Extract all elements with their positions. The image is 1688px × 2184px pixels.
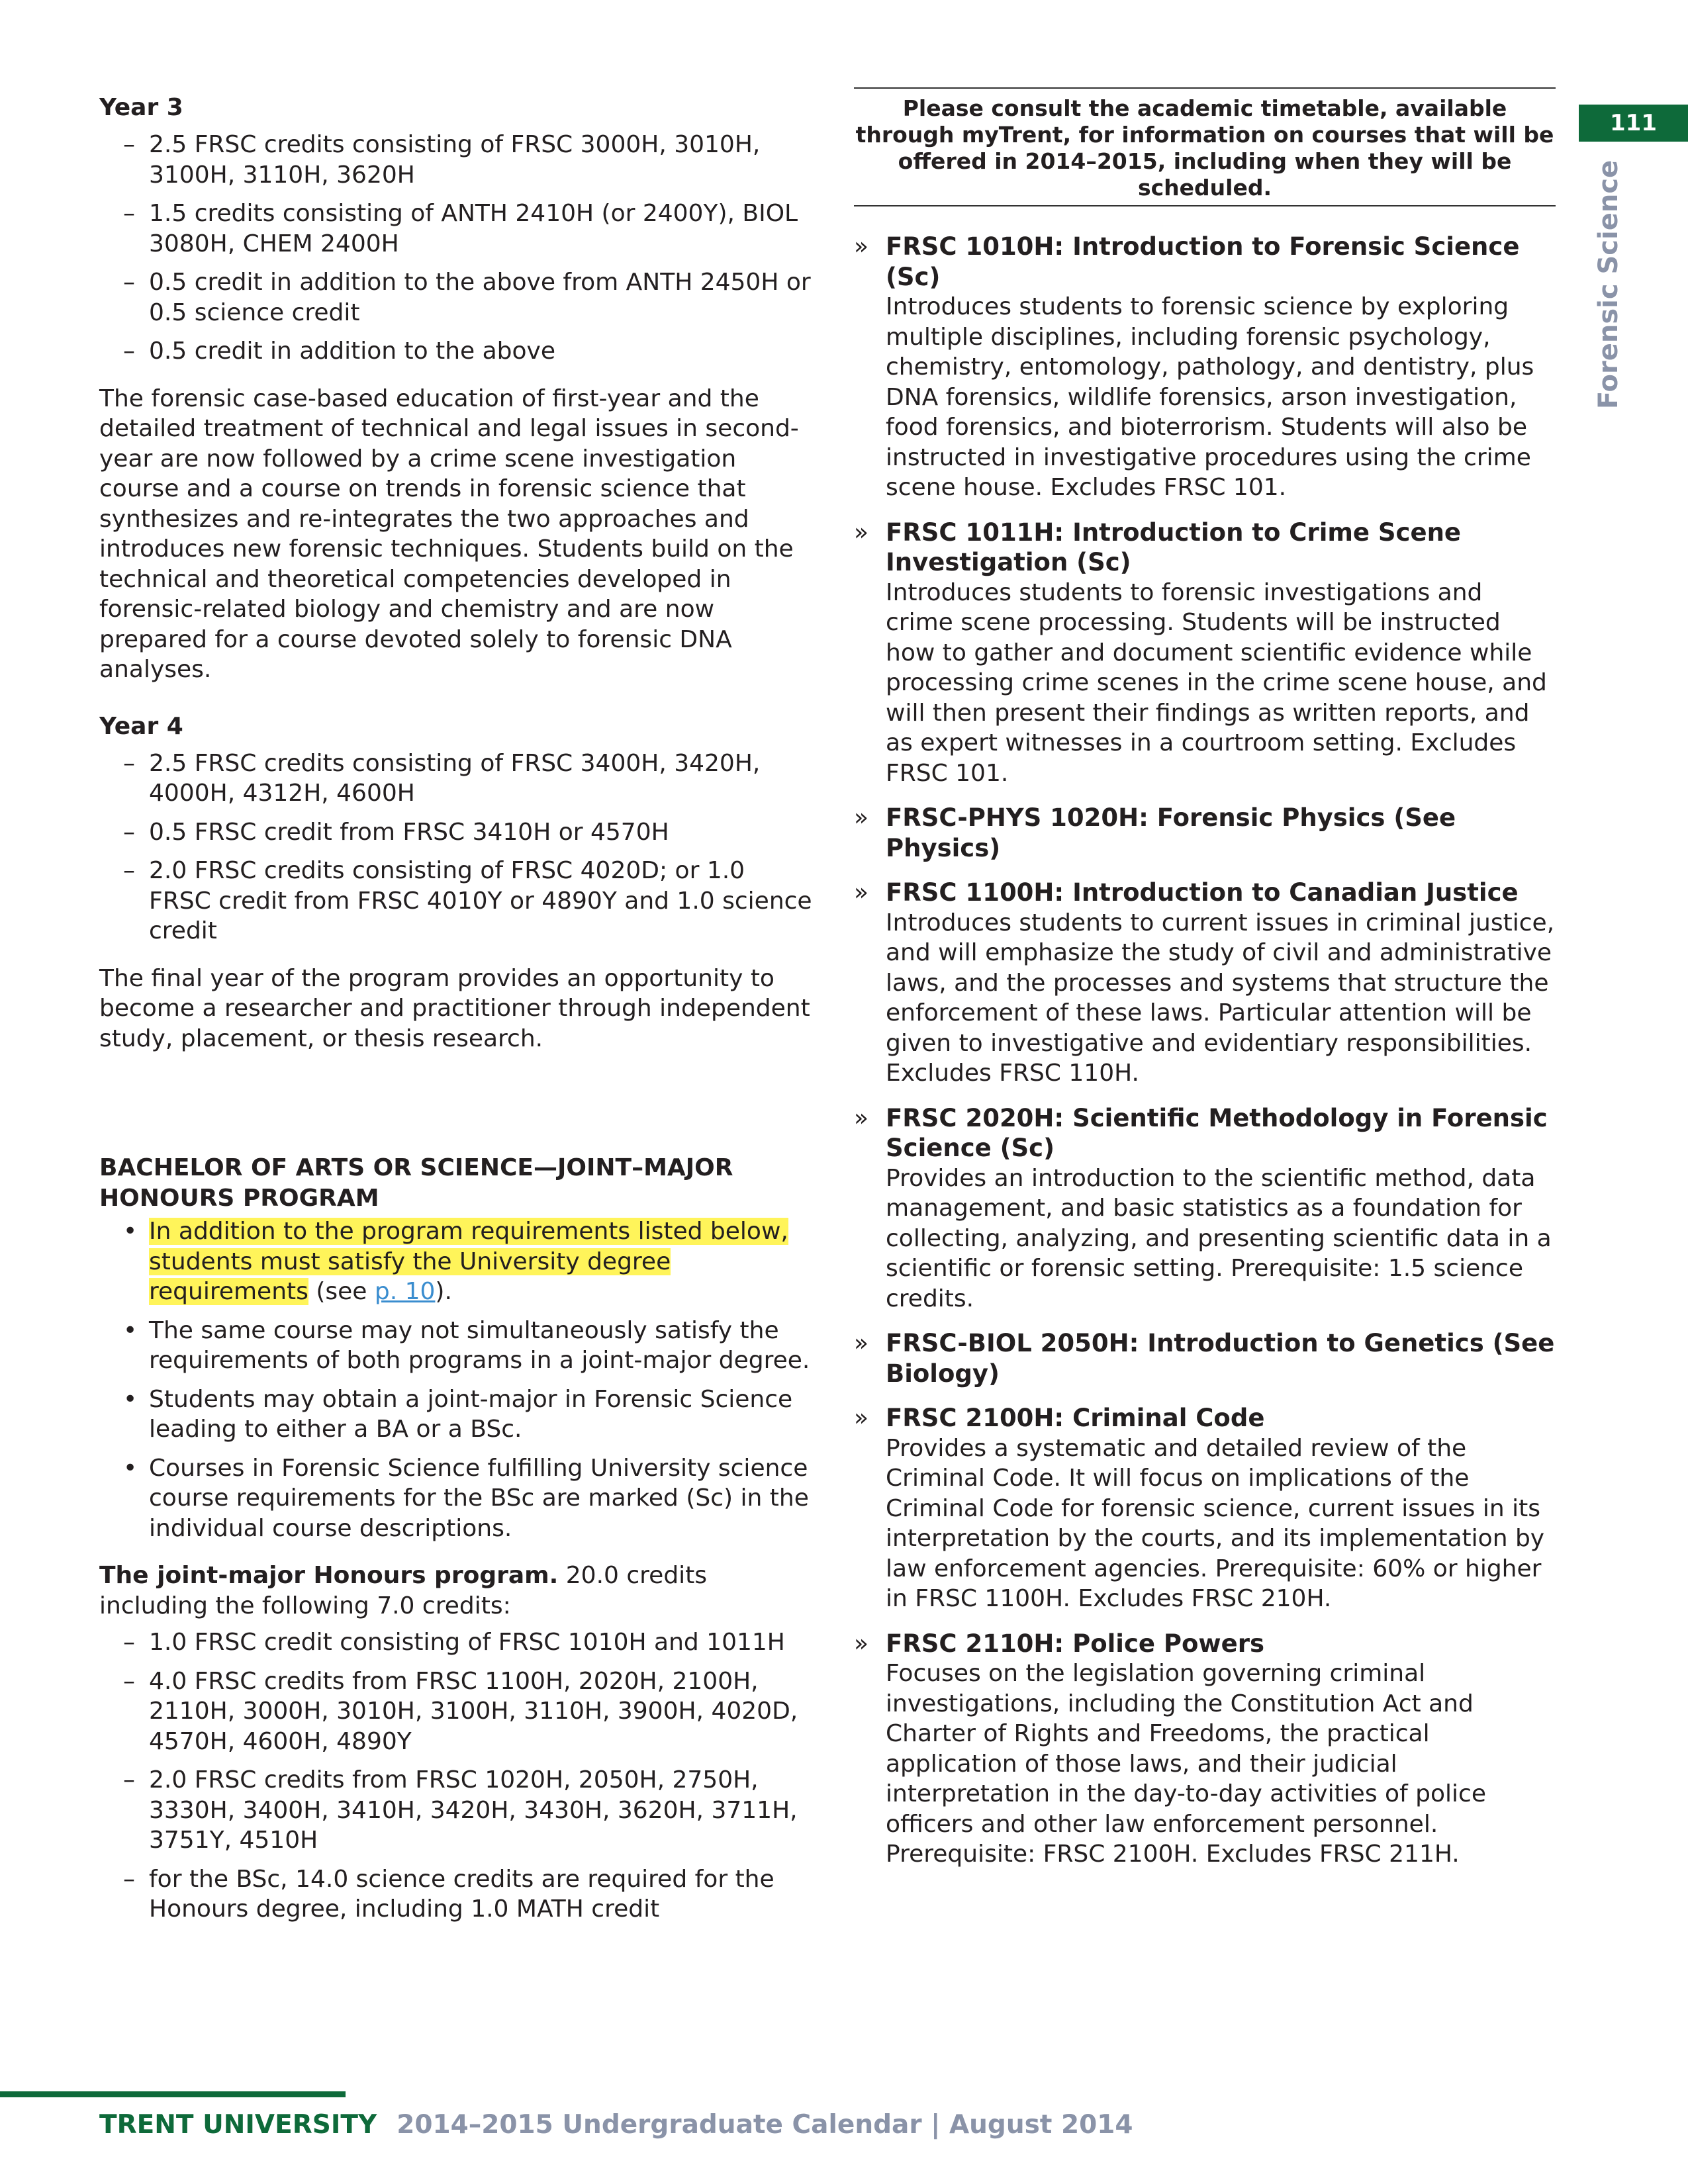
- bullet-marker: •: [123, 1385, 138, 1413]
- year4-heading: Year 4: [99, 712, 183, 740]
- section-name: Forensic Science: [1593, 159, 1624, 410]
- course-description: Provides an introduction to the scientific method, data management, and basic statistics as a foundation for collecting, analyzing, and presenting scientific data in a scientific or forensic setting. Prerequisite: 1.5 science credits.: [886, 1164, 1552, 1312]
- course-entry: [854, 1103, 1556, 1314]
- dash-marker: –: [123, 818, 135, 846]
- list-item: • Courses in Forensic Science fulfilling University science course requirements for the BSc are marked (Sc) in the individual course descriptions.: [123, 1454, 809, 1542]
- course-title: FRSC-BIOL 2050H: Introduction to Genetics (See Biology): [886, 1329, 1555, 1388]
- list-item: – for the BSc, 14.0 science credits are required for the Honours degree, including 1.0 MATH credit: [123, 1865, 774, 1923]
- bullet-marker: •: [123, 1218, 138, 1245]
- year3-list: [99, 130, 814, 367]
- honours-list: [99, 1627, 814, 1925]
- dash-marker: –: [123, 857, 135, 884]
- list-item: – 2.5 FRSC credits consisting of FRSC 3000H, 3010H, 3100H, 3110H, 3620H: [123, 131, 761, 189]
- bullet-marker: •: [123, 1316, 138, 1344]
- left-column: [99, 93, 814, 1933]
- chevron-icon: »: [854, 1404, 869, 1432]
- chevron-icon: »: [854, 804, 869, 831]
- course-entry: [854, 878, 1556, 1089]
- course-description: Focuses on the legislation governing criminal investigations, including the Constitution Act and Charter of Rights and Freedoms, the practical application of those laws, and their judicial interpretation in the day-to-day activities of police officers and other law enforcement personnel. Prerequisite: FRSC 2100H. Excludes FRSC 211H.: [886, 1660, 1486, 1868]
- dash-marker: –: [123, 338, 135, 365]
- dash-marker: –: [123, 1667, 135, 1695]
- list-item: • The same course may not simultaneously satisfy the requirements of both programs in a joint-major degree.: [123, 1316, 810, 1374]
- list-item: – 0.5 credit in addition to the above from ANTH 2450H or 0.5 science credit: [123, 269, 811, 326]
- footer-university: TRENT UNIVERSITY: [99, 2110, 377, 2140]
- course-description: Introduces students to current issues in criminal justice, and will emphasize the study of civil and administrative laws, and the processes and systems that structure the enforcement of these laws. Particular attention will be given to investigative and evidentiary responsibilities. Excludes FRSC 110H.: [886, 909, 1555, 1087]
- bullet-marker: •: [123, 1454, 138, 1482]
- list-item: – 4.0 FRSC credits from FRSC 1100H, 2020H, 2100H, 2110H, 3000H, 3010H, 3100H, 3110H, 3900H, 4020D, 4570H, 4600H, 4890Y: [123, 1667, 798, 1755]
- section-side-label: [1585, 159, 1632, 410]
- page-10-link[interactable]: p. 10: [374, 1278, 436, 1305]
- list-item: – 1.5 credits consisting of ANTH 2410H (or 2400Y), BIOL 3080H, CHEM 2400H: [123, 200, 798, 257]
- chevron-icon: »: [854, 1629, 869, 1657]
- year4-paragraph: The final year of the program provides an opportunity to become a researcher and practitioner through independent study, placement, or thesis research.: [99, 964, 810, 1052]
- list-item: • In addition to the program requirements listed below, students must satisfy the University degree requirements (see p. 10).: [123, 1218, 788, 1305]
- list-item: – 0.5 credit in addition to the above: [99, 336, 814, 367]
- dash-marker: –: [123, 269, 135, 296]
- chevron-icon: »: [854, 518, 869, 546]
- footer-calendar: 2014–2015 Undergraduate Calendar | August 2014: [397, 2110, 1133, 2140]
- page-number-tab: 111: [1579, 105, 1688, 142]
- highlighted-text: In addition to the program requirements listed below, students must satisfy the University degree requirements: [149, 1218, 788, 1305]
- course-entry: [854, 232, 1556, 503]
- honours-program-paragraph: The joint-major Honours program. 20.0 credits including the following 7.0 credits:: [99, 1562, 708, 1619]
- course-title: FRSC 1011H: Introduction to Crime Scene Investigation (Sc): [886, 518, 1462, 576]
- list-item: – 2.0 FRSC credits consisting of FRSC 4020D; or 1.0 FRSC credit from FRSC 4010Y or 4890Y and 1.0 science credit: [123, 857, 812, 944]
- joint-major-bullets: [99, 1216, 814, 1543]
- chevron-icon: »: [854, 1330, 869, 1357]
- course-title: FRSC 2100H: Criminal Code: [886, 1404, 1265, 1432]
- chevron-icon: »: [854, 1104, 869, 1132]
- course-description: Provides a systematic and detailed review of the Criminal Code. It will focus on implications of the Criminal Code for forensic science, current issues in its interpretation by the courts, and its implementation by law enforcement agencies. Prerequisite: 60% or higher in FRSC 1100H. Excludes FRSC 210H.: [886, 1434, 1545, 1612]
- list-item: – 2.0 FRSC credits from FRSC 1020H, 2050H, 2750H, 3330H, 3400H, 3410H, 3420H, 3430H, 3620H, 3711H, 3751Y, 4510H: [123, 1766, 798, 1854]
- course-description: Introduces students to forensic investigations and crime scene processing. Students will be instructed how to gather and document scientific evidence while processing crime scenes in the crime scene house, and will then present their findings as written reports, and as expert witnesses in a courtroom setting. Excludes FRSC 101.: [886, 578, 1547, 787]
- course-entry: [854, 518, 1556, 789]
- course-title: FRSC 2110H: Police Powers: [886, 1629, 1264, 1658]
- course-title: FRSC 1010H: Introduction to Forensic Science (Sc): [886, 232, 1520, 291]
- chevron-icon: »: [854, 233, 869, 260]
- list-item: – 0.5 FRSC credit from FRSC 3410H or 4570H: [99, 817, 814, 848]
- course-entry: [854, 1328, 1556, 1388]
- timetable-notice: Please consult the academic timetable, available through myTrent, for information on courses that will be offered in 2014–2015, including when they will be scheduled.: [854, 87, 1556, 206]
- list-item: – 1.0 FRSC credit consisting of FRSC 1010H and 1011H: [99, 1627, 814, 1658]
- right-column: [854, 87, 1556, 1884]
- joint-major-heading: BACHELOR OF ARTS OR SCIENCE—JOINT–MAJOR HONOURS PROGRAM: [99, 1154, 733, 1212]
- course-title: FRSC-PHYS 1020H: Forensic Physics (See Physics): [886, 803, 1456, 862]
- course-entry: [854, 1629, 1556, 1870]
- list-item: – 2.5 FRSC credits consisting of FRSC 3400H, 3420H, 4000H, 4312H, 4600H: [123, 749, 761, 807]
- year4-list: [99, 749, 814, 946]
- footer: [99, 2110, 1133, 2140]
- course-entry: [854, 803, 1556, 863]
- course-title: FRSC 1100H: Introduction to Canadian Justice: [886, 878, 1519, 907]
- dash-marker: –: [123, 1629, 135, 1656]
- dash-marker: –: [123, 200, 135, 227]
- footer-rule: [0, 2091, 346, 2097]
- year3-paragraph: The forensic case-based education of first-year and the detailed treatment of technical and legal issues in second-year are now followed by a crime scene investigation course and a course on trends in forensic science that synthesizes and re-integrates the two approaches and introduces new forensic techniques. Students build on the technical and theoretical competencies developed in forensic-related biology and chemistry and are now prepared for a course devoted solely to forensic DNA analyses.: [99, 385, 799, 683]
- dash-marker: –: [123, 1865, 135, 1893]
- dash-marker: –: [123, 749, 135, 777]
- dash-marker: –: [123, 131, 135, 158]
- course-title: FRSC 2020H: Scientific Methodology in Forensic Science (Sc): [886, 1103, 1548, 1162]
- course-entry: [854, 1403, 1556, 1614]
- chevron-icon: »: [854, 879, 869, 906]
- list-item: • Students may obtain a joint-major in Forensic Science leading to either a BA or a BSc.: [123, 1385, 793, 1443]
- year3-heading: Year 3: [99, 94, 183, 121]
- dash-marker: –: [123, 1766, 135, 1794]
- course-description: Introduces students to forensic science by exploring multiple disciplines, including forensic psychology, chemistry, entomology, pathology, and dentistry, plus DNA forensics, wildlife forensics, arson investigation, food forensics, and bioterrorism. Students will also be instructed in investigative procedures using the crime scene house. Excludes FRSC 101.: [886, 293, 1534, 501]
